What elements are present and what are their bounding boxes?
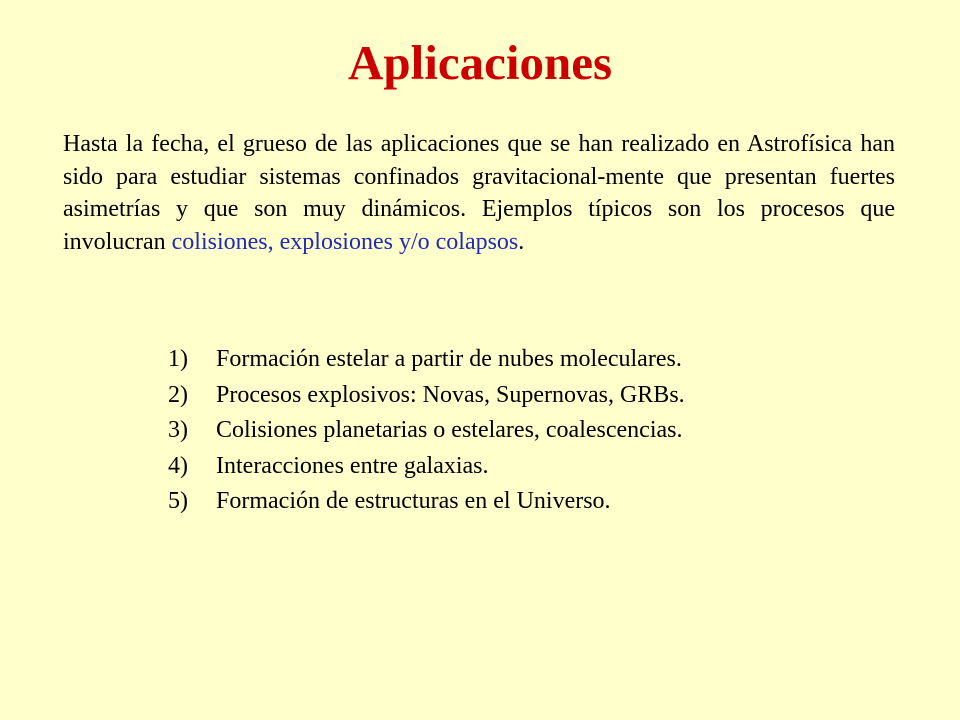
- list-item-text: Colisiones planetarias o estelares, coalescencias.: [216, 417, 683, 443]
- list-item-number: 2): [168, 381, 188, 408]
- list-item-text: Procesos explosivos: Novas, Supernovas, GRBs.: [216, 381, 685, 408]
- list-item-number: 1): [168, 346, 188, 372]
- list-item: [168, 378, 888, 414]
- list-item-number: 5): [168, 488, 188, 514]
- applications-list: [168, 342, 888, 520]
- intro-paragraph: [63, 128, 895, 258]
- list-item-text: Interacciones entre galaxias.: [216, 452, 489, 479]
- list-item-text: Formación estelar a partir de nubes moleculares.: [216, 346, 682, 372]
- list-item: [168, 342, 888, 378]
- intro-highlight: colisiones, explosiones y/o colapsos: [171, 228, 519, 255]
- list-item-number: 4): [168, 452, 188, 479]
- list-item: [168, 484, 888, 520]
- slide-title: Aplicaciones: [347, 35, 613, 90]
- list-item: [168, 449, 888, 485]
- list-item-number: 3): [168, 417, 188, 443]
- intro-text: Hasta la fecha, el grueso de las aplicaciones que se han realizado en Astrofísica han sido para estudiar sistemas confinados gravitacional-mente que presentan fuertes asimetrías y que son muy dinámicos. Ejemplos típicos son los procesos que involucran: [63, 131, 895, 255]
- intro-trailing: .: [518, 228, 525, 255]
- list-item: [168, 413, 888, 449]
- list-item-text: Formación de estructuras en el Universo.: [216, 488, 611, 514]
